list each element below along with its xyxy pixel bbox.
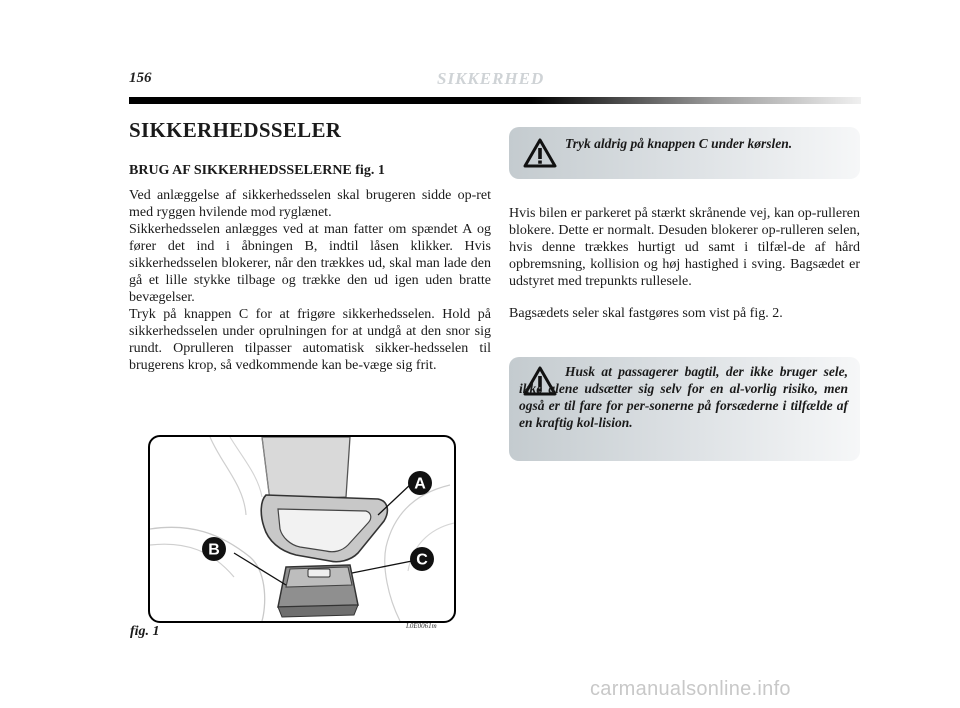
left-column xyxy=(129,118,491,374)
seatbelt-illustration xyxy=(150,437,454,621)
main-title: SIKKERHEDSSELER xyxy=(129,118,342,142)
warning-box-passengers xyxy=(509,357,860,461)
warning-text: Tryk aldrig på knappen C under kørslen. xyxy=(565,136,793,151)
figure-seatbelt xyxy=(148,435,456,623)
callout-c xyxy=(410,547,434,571)
callout-a xyxy=(408,471,432,495)
callout-b-label: B xyxy=(208,541,220,559)
header-rule xyxy=(129,97,861,104)
paragraph-posture: Ved anlæggelse af sikkerhedsselen skal brugeren sidde op-ret med ryggen hvilende mod ryglænet. xyxy=(129,188,491,220)
watermark: carmanualsonline.info xyxy=(590,678,791,700)
right-column xyxy=(509,205,860,337)
callout-a-label: A xyxy=(414,475,426,493)
paragraph-rear-seat: Bagsædets seler skal fastgøres som vist på fig. 2. xyxy=(509,306,783,321)
warning-triangle-icon xyxy=(523,138,557,168)
figure-code: L0E0061m xyxy=(406,622,437,630)
sub-title: BRUG AF SIKKERHEDSSELERNE fig. 1 xyxy=(129,163,385,178)
callout-b xyxy=(202,537,226,561)
paragraph-release: Tryk på knappen C for at frigøre sikkerhedsselen. Hold på sikkerhedsselen under oprulningen for at undgå at den snor sig rundt. Oprulleren tilpasser automatisk sikker-hedsselen til brugerens krop, så vedkommende kan be-væge sig frit. xyxy=(129,307,491,373)
section-header: SIKKERHED xyxy=(437,69,545,88)
warning-text: Husk at passagerer bagtil, der ikke bruger sele, ikke alene udsætter sig selv for en al-vorlig risiko, men også er til fare for per-sonerne på forsæderne i tilfælde af en kraftig kol-lision. xyxy=(519,364,848,430)
figure-label: fig. 1 xyxy=(130,624,160,639)
paragraph-retractor: Hvis bilen er parkeret på stærkt skrånende vej, kan op-rulleren blokere. Dette er normalt. Desuden blokerer op-rulleren selen, hvis denne trækkes hurtigt ud samt i tilfæl-de af hård opbremsning, kollision og høj hastighed i sving. Bagsædet er udstyret med trepunkts rullesele. xyxy=(509,206,860,289)
paragraph-fastening: Sikkerhedsselen anlægges ved at man fatter om spændet A og fører det ind i åbningen B, indtil låsen klikker. Hvis sikkerhedsselen blokerer, når den trækkes ud, skal man lade den gå et lille stykke tilbage og trække den ud igen uden bratte bevægelser. xyxy=(129,222,491,305)
warning-box-button xyxy=(509,127,860,179)
page-number: 156 xyxy=(129,70,152,86)
callout-c-label: C xyxy=(416,551,428,569)
